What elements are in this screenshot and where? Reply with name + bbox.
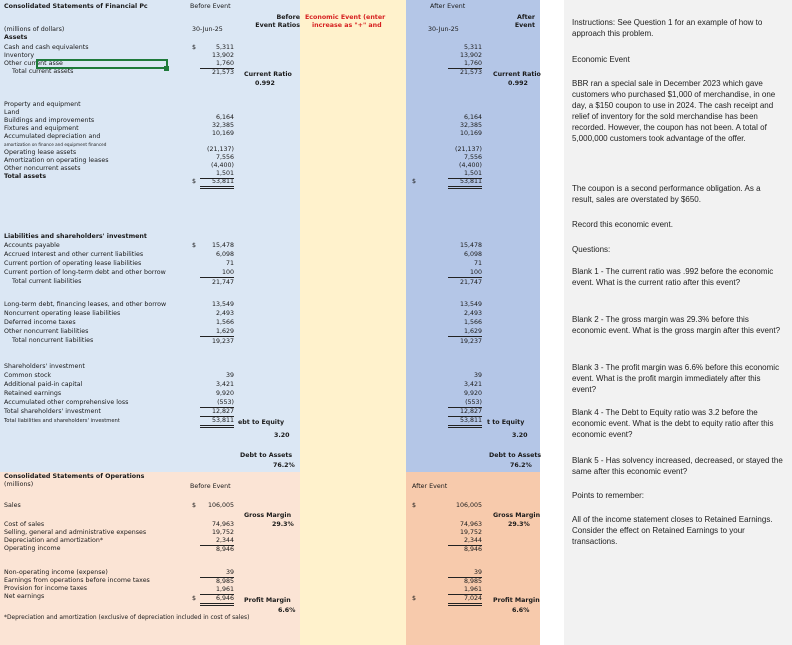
bs-value-after[interactable]: 3,421	[463, 381, 482, 388]
bs-label: Cash and cash equivalents	[4, 44, 89, 51]
date-after: 30-Jun-25	[428, 26, 459, 33]
debt-to-assets-before: 76.2%	[273, 462, 295, 469]
bs-value-after[interactable]: 9,920	[463, 390, 482, 397]
gross-margin-label-after: Gross Margin	[493, 512, 541, 519]
current-ratio-label-after: Current Ratio	[493, 71, 541, 78]
gross-margin-after: 29.3%	[508, 521, 530, 528]
bs-value-after[interactable]: 13,902	[459, 52, 482, 59]
gross-margin-label-before: Gross Margin	[244, 512, 292, 519]
bs-value-after[interactable]: 39	[473, 372, 482, 379]
balance-sheet-title: Consolidated Statements of Financial Pc	[4, 3, 148, 10]
bs-label: Operating lease assets	[4, 149, 77, 156]
is-label: Non-operating income (expense)	[4, 569, 108, 576]
bs-value-before[interactable]: 5,311	[215, 44, 234, 51]
is-after-header: After Event	[412, 483, 448, 490]
current-ratio-after: 0.992	[508, 80, 528, 87]
sales-currency: $	[192, 502, 197, 509]
before-event-header: Before Event	[190, 3, 231, 10]
question-1: Blank 1 - The current ratio was .992 before the economic event. What is the current ratio after this event?	[572, 267, 774, 287]
liabilities-heading: Liabilities and shareholders' investment	[4, 233, 147, 240]
bs-label: Property and equipment	[4, 101, 81, 108]
is-value-after[interactable]: 1,961	[448, 586, 482, 595]
is-value-after[interactable]: 2,344	[448, 537, 482, 546]
is-value-after[interactable]: 39	[448, 569, 482, 578]
is-value-before[interactable]: 8,985	[215, 578, 234, 585]
date-before: 30-Jun-25	[192, 26, 223, 33]
bs-label: Deferred income taxes	[4, 319, 76, 326]
debt-to-equity-before: 3.20	[274, 432, 290, 439]
bs-label: Shareholders' investment	[4, 363, 85, 370]
bs-value-after[interactable]: 10,169	[459, 130, 482, 137]
after-event-header: After Event	[430, 3, 466, 10]
question-3: Blank 3 - The profit margin was 6.6% before this economic event. What is the profit margin immediately after this event?	[572, 363, 780, 394]
bs-label: Other noncurrent assets	[4, 165, 81, 172]
is-value-before[interactable]: 19,752	[211, 529, 234, 536]
total-assets-currency-after: $	[412, 178, 417, 185]
bs-value-before[interactable]: 32,385	[211, 122, 234, 129]
is-value-before[interactable]: 74,963	[211, 521, 234, 528]
bs-value-before[interactable]: 53,811	[200, 417, 234, 428]
bs-value-after[interactable]: 19,237	[459, 338, 482, 345]
bs-label: Fixtures and equipment	[4, 125, 79, 132]
bs-value-before[interactable]: 21,573	[211, 69, 234, 76]
net-earnings-currency: $	[192, 595, 197, 602]
bs-value-before[interactable]: 100	[200, 269, 234, 278]
bs-value-before[interactable]: 6,098	[215, 251, 234, 258]
bs-label: Noncurrent operating lease liabilities	[4, 310, 121, 317]
bs-value-before[interactable]: 1,760	[200, 60, 234, 69]
bs-label: Total current assets	[12, 68, 74, 75]
sales-currency-after: $	[412, 502, 417, 509]
bs-label: Accrued Interest and other current liabilities	[4, 251, 144, 258]
bs-value-after[interactable]: 5,311	[463, 44, 482, 51]
bs-value-after[interactable]: 21,747	[459, 279, 482, 286]
question-5: Blank 5 - Has solvency increased, decreased, or stayed the same after this economic event?	[572, 456, 783, 476]
economic-event-heading: Economic Event	[572, 55, 630, 64]
assets-heading: Assets	[4, 34, 28, 41]
income-statement-title: Consolidated Statements of Operations	[4, 473, 145, 480]
net-earnings-currency-after: $	[412, 595, 417, 602]
bs-value-after[interactable]: 6,164	[463, 114, 482, 121]
bs-value-after[interactable]: 100	[448, 269, 482, 278]
bs-label: Retained earnings	[4, 390, 62, 397]
is-value-before[interactable]: 39	[200, 569, 234, 578]
economic-event-text: BBR ran a special sale in December 2023 which gave customers who purchased $1,000 of merchandise, in one day, a $150 coupon to use in 2024. The cash receipt and relief of inventory for the sold merchandise has been recorded. However, the coupon has not been. A total of 5,000,000 customers took advantage of the offer.	[572, 79, 776, 143]
bs-value-after[interactable]: 1,760	[448, 60, 482, 69]
sales-label: Sales	[4, 502, 21, 509]
bs-label: Common stock	[4, 372, 52, 379]
bs-value-after[interactable]: 2,493	[463, 310, 482, 317]
net-earnings-after[interactable]: 7,024	[448, 595, 482, 606]
bs-value-after[interactable]: 6,098	[463, 251, 482, 258]
bs-value-after[interactable]: (553)	[448, 399, 482, 408]
current-ratio-before: 0.992	[255, 80, 275, 87]
debt-to-equity-label-before: ebt to Equity	[238, 419, 285, 426]
record-text: Record this economic event.	[572, 220, 673, 229]
bs-value-before[interactable]: 3,421	[215, 381, 234, 388]
bs-label: Other current asse	[4, 60, 63, 67]
sales-after[interactable]: 106,005	[455, 502, 482, 509]
bs-value-before[interactable]: 13,549	[211, 301, 234, 308]
economic-event-header-1: Economic Event (enter	[305, 14, 386, 21]
bs-value-after[interactable]: 71	[473, 260, 482, 267]
bs-label: Total current liabilities	[12, 278, 82, 285]
bs-value-before[interactable]: 39	[225, 372, 234, 379]
is-value-before[interactable]: 8,946	[215, 546, 234, 553]
bs-value-before[interactable]: 13,902	[211, 52, 234, 59]
bs-label: Accounts payable	[4, 242, 60, 249]
sales-before[interactable]: 106,005	[207, 502, 234, 509]
bs-value-after[interactable]: 7,556	[463, 154, 482, 161]
net-earnings-before[interactable]: 6,946	[200, 595, 234, 606]
units-label: (millions of dollars)	[4, 26, 65, 33]
debt-to-assets-label-before: Debt to Assets	[240, 452, 293, 459]
total-assets-after[interactable]: 53,811	[448, 178, 482, 189]
is-before-header: Before Event	[190, 483, 231, 490]
is-value-after[interactable]: 19,752	[459, 529, 482, 536]
selection-fill-handle[interactable]	[164, 66, 169, 71]
bs-value-before[interactable]: 1,501	[200, 170, 234, 179]
profit-margin-label-before: Profit Margin	[244, 597, 291, 604]
after-header-1: After	[517, 14, 535, 21]
is-label: Cost of sales	[4, 521, 45, 528]
question-2: Blank 2 - The gross margin was 29.3% before this economic event. What is the gross margin after this event?	[572, 315, 781, 335]
bs-value-before[interactable]: (4,400)	[211, 162, 234, 169]
bs-value-before[interactable]: 6,164	[215, 114, 234, 121]
economic-event-header-2: increase as "+" and	[312, 22, 382, 29]
footnote: *Depreciation and amortization (exclusive of depreciation included in cost of sales)	[4, 615, 250, 621]
is-value-before[interactable]: 2,344	[200, 537, 234, 546]
bs-label: Current portion of operating lease liabilities	[4, 260, 142, 267]
bs-value-before[interactable]: (21,137)	[207, 146, 234, 153]
bs-value-before[interactable]: 1,566	[215, 319, 234, 326]
bs-value-before[interactable]: 7,556	[215, 154, 234, 161]
bs-label: Other noncurrent liabilities	[4, 328, 89, 335]
bs-value-before[interactable]: 71	[225, 260, 234, 267]
bs-label: Total shareholders' investment	[4, 408, 101, 415]
bs-label: Long-term debt, financing leases, and other borrow	[4, 301, 167, 308]
bs-currency: $	[192, 242, 197, 249]
bs-value-after[interactable]: (21,137)	[455, 146, 482, 153]
bs-value-before[interactable]: 2,493	[215, 310, 234, 317]
instructions-intro: Instructions: See Question 1 for an example of how to approach this problem.	[572, 18, 763, 38]
is-units: (millions)	[4, 481, 34, 488]
coupon-text: The coupon is a second performance obligation. As a result, sales are overstated by $650.	[572, 184, 761, 204]
bs-value-before[interactable]: 19,237	[211, 338, 234, 345]
is-value-after[interactable]: 74,963	[459, 521, 482, 528]
bs-label: Current portion of long-term debt and other borrow	[4, 269, 166, 276]
is-label: Provision for income taxes	[4, 585, 88, 592]
is-label: Selling, general and administrative expenses	[4, 529, 147, 536]
gross-margin-before: 29.3%	[272, 521, 294, 528]
bs-currency: $	[192, 44, 197, 51]
bs-value-before[interactable]: 9,920	[215, 390, 234, 397]
before-ratios-header-1: Before	[276, 14, 300, 21]
net-earnings-label: Net earnings	[4, 593, 45, 600]
bs-value-after[interactable]: 1,501	[448, 170, 482, 179]
bs-value-before[interactable]: 21,747	[211, 279, 234, 286]
is-value-before[interactable]: 1,961	[200, 586, 234, 595]
profit-margin-before: 6.6%	[278, 607, 296, 614]
debt-to-assets-after: 76.2%	[510, 462, 532, 469]
is-label: Operating income	[4, 545, 61, 552]
bs-label: Land	[4, 109, 20, 116]
bs-label: Accumulated depreciation and	[4, 133, 101, 140]
before-ratios-header-2: Event Ratios	[255, 22, 300, 29]
is-value-after[interactable]: 8,946	[463, 546, 482, 553]
questions-heading: Questions:	[572, 245, 611, 254]
is-label: Depreciation and amortization*	[4, 537, 104, 544]
profit-margin-label-after: Profit Margin	[493, 597, 540, 604]
bs-value-after[interactable]: 1,629	[448, 328, 482, 337]
current-ratio-label: Current Ratio	[244, 71, 292, 78]
bs-value-after[interactable]: 13,549	[459, 301, 482, 308]
after-header-2: Event	[514, 22, 535, 29]
is-value-after[interactable]: 8,985	[463, 578, 482, 585]
bs-label: Additional paid-in capital	[4, 381, 83, 388]
debt-to-equity-label-after: t to Equity	[487, 419, 525, 426]
points-text: All of the income statement closes to Retained Earnings. Consider the effect on Retained Earnings to your transactions.	[572, 515, 773, 546]
total-assets-label: Total assets	[4, 173, 47, 180]
profit-margin-after: 6.6%	[512, 607, 530, 614]
bs-value-before[interactable]: 1,629	[200, 328, 234, 337]
economic-event-column	[300, 0, 406, 645]
bs-label: Accumulated other comprehensive loss	[4, 399, 129, 406]
bs-label: Inventory	[4, 52, 35, 59]
bs-value-after[interactable]: 32,385	[459, 122, 482, 129]
income-statement-after-panel	[406, 472, 540, 645]
bs-label: Total noncurrent liabilities	[12, 337, 94, 344]
debt-to-equity-after: 3.20	[512, 432, 528, 439]
points-heading: Points to remember:	[572, 491, 645, 500]
bs-value-before[interactable]: (553)	[200, 399, 234, 408]
total-assets-currency: $	[192, 178, 197, 185]
bs-label: Amortization on operating leases	[4, 157, 109, 164]
bs-value-after[interactable]: 12,827	[448, 408, 482, 417]
debt-to-assets-label-after: Debt to Assets	[489, 452, 542, 459]
bs-value-before[interactable]: 12,827	[200, 408, 234, 417]
bs-value-before[interactable]: 10,169	[211, 130, 234, 137]
bs-value-before[interactable]: 15,478	[211, 242, 234, 249]
bs-value-after[interactable]: 53,811	[448, 417, 482, 428]
bs-value-after[interactable]: 21,573	[459, 69, 482, 76]
is-label: Earnings from operations before income taxes	[4, 577, 150, 584]
bs-label: amortization on finance and equipment financed	[4, 142, 107, 147]
bs-value-after[interactable]: (4,400)	[459, 162, 482, 169]
bs-label: Buildings and improvements	[4, 117, 95, 124]
question-4: Blank 4 - The Debt to Equity ratio was 3.2 before the economic event. What is the debt to equity ratio after this economic event?	[572, 408, 774, 439]
total-assets-before[interactable]: 53,811	[200, 178, 234, 189]
bs-label: Total liabilities and shareholders' investment	[4, 418, 120, 424]
bs-value-after[interactable]: 1,566	[463, 319, 482, 326]
bs-value-after[interactable]: 15,478	[459, 242, 482, 249]
